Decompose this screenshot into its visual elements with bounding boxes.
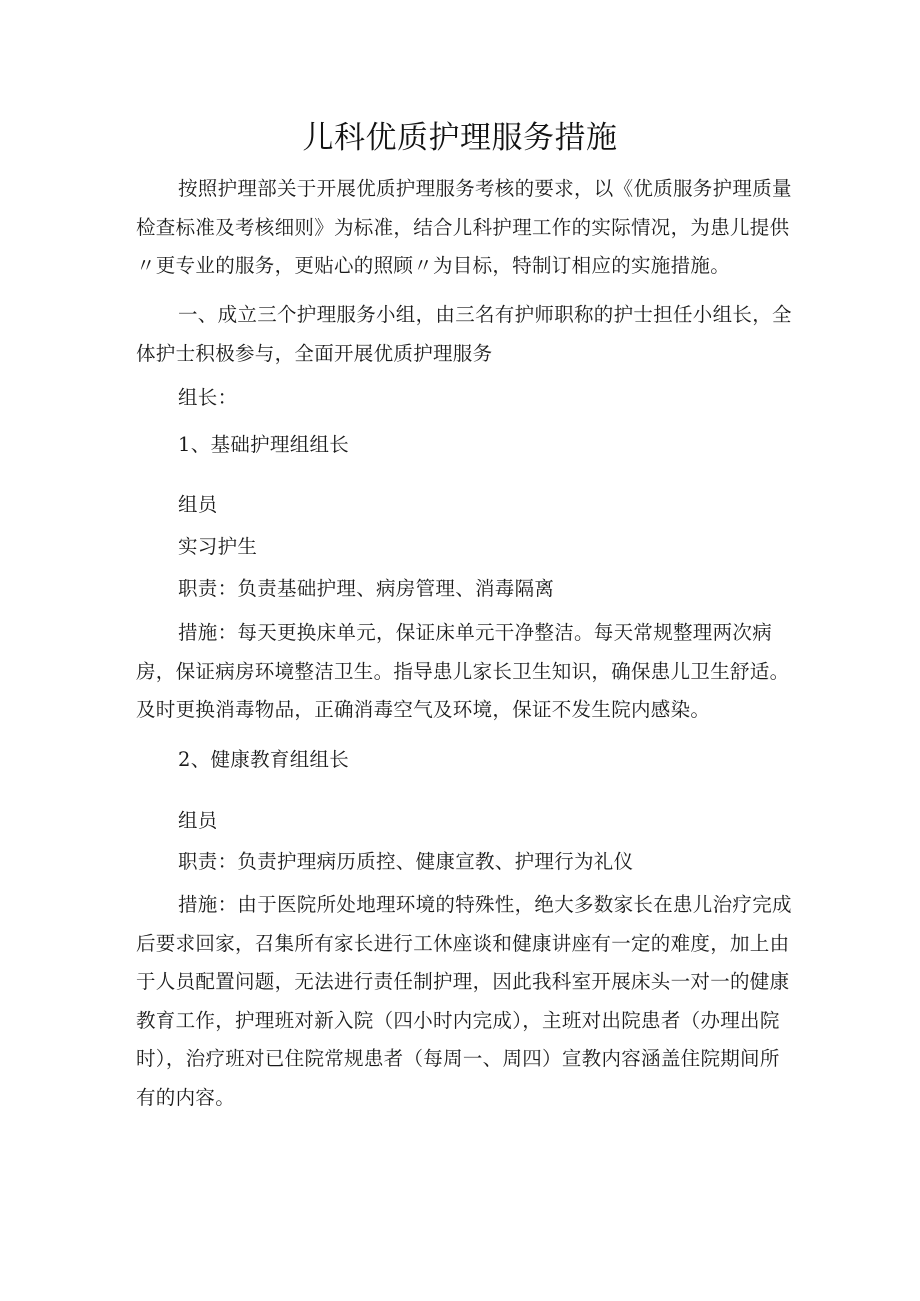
group1-heading: 1、基础护理组组长 xyxy=(178,433,350,456)
group1-duty: 职责：负责基础护理、病房管理、消毒隔离 xyxy=(178,577,555,600)
leaders-label: 组长： xyxy=(178,386,238,409)
group2-heading: 2、健康教育组组长 xyxy=(178,748,350,771)
group2-duty: 职责：负责护理病历质控、健康宣教、护理行为礼仪 xyxy=(178,850,634,873)
group2-members: 组员 xyxy=(178,809,218,832)
document-title: 儿科优质护理服务措施 xyxy=(302,120,618,156)
section1-paragraph: 一、成立三个护理服务小组，由三名有护师职称的护士担任小组长，全体护士积极参与，全面开展优质护理服务 xyxy=(136,303,792,365)
group2-measures: 措施：由于医院所处地理环境的特殊性，绝大多数家长在患儿治疗完成后要求回家，召集所有家长进行工休座谈和健康讲座有一定的难度，加上由于人员配置问题，无法进行责任制护理，因此我科室开展床头一对一的健康教育工作，护理班对新入院（四小时内完成），主班对出院患者（办理出院时），治疗班对已住院常规患者（每周一、周四）宣教内容涵盖住院期间所有的内容。 xyxy=(136,893,792,1109)
group1-members: 组员 xyxy=(178,493,218,516)
intro-paragraph: 按照护理部关于开展优质护理服务考核的要求，以《优质服务护理质量检查标准及考核细则》为标准，结合儿科护理工作的实际情况，为患儿提供〃更专业的服务，更贴心的照顾〃为目标，特制订相应的实施措施。 xyxy=(136,177,792,277)
group1-intern: 实习护生 xyxy=(178,535,258,558)
group1-measures: 措施：每天更换床单元，保证床单元干净整洁。每天常规整理两次病房，保证病房环境整洁卫生。指导患儿家长卫生知识，确保患儿卫生舒适。及时更换消毒物品，正确消毒空气及环境，保证不发生院内感染。 xyxy=(136,621,790,721)
